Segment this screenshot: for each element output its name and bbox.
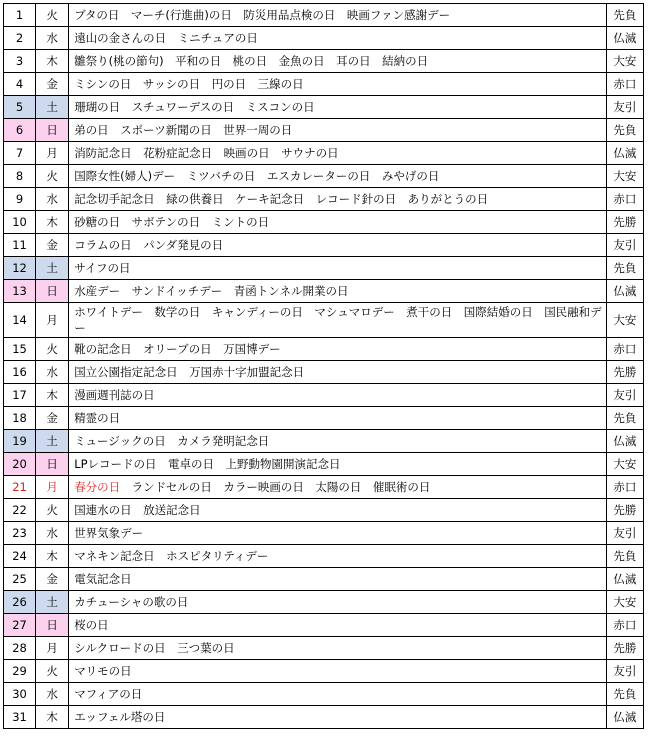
events-cell: 国連水の日 放送記念日: [69, 499, 607, 522]
rokuyo-cell: 赤口: [606, 73, 643, 96]
weekday-cell: 月: [36, 637, 69, 660]
events-cell: 消防記念日 花粉症記念日 映画の日 サウナの日: [69, 142, 607, 165]
rokuyo-cell: 大安: [606, 165, 643, 188]
day-number-cell: 7: [4, 142, 36, 165]
events-cell: 水産デー サンドイッチデー 青函トンネル開業の日: [69, 280, 607, 303]
events-cell: 漫画週刊誌の日: [69, 384, 607, 407]
rokuyo-cell: 仏滅: [606, 27, 643, 50]
events-cell: 遠山の金さんの日 ミニチュアの日: [69, 27, 607, 50]
weekday-cell: 木: [36, 545, 69, 568]
rokuyo-cell: 大安: [606, 453, 643, 476]
table-row: [4, 614, 644, 637]
events-cell: 世界気象デー: [69, 522, 607, 545]
weekday-cell: 土: [36, 257, 69, 280]
weekday-cell: 金: [36, 407, 69, 430]
rokuyo-cell: 先勝: [606, 211, 643, 234]
table-row: [4, 303, 644, 338]
events-cell: 電気記念日: [69, 568, 607, 591]
march-calendar-table: [3, 3, 644, 729]
events-cell: 砂糖の日 サボテンの日 ミントの日: [69, 211, 607, 234]
weekday-cell: 木: [36, 384, 69, 407]
day-number-cell: 1: [4, 4, 36, 27]
table-row: [4, 660, 644, 683]
rokuyo-cell: 友引: [606, 96, 643, 119]
table-row: [4, 453, 644, 476]
table-row: [4, 50, 644, 73]
day-number-cell: 6: [4, 119, 36, 142]
events-cell: ホワイトデー 数学の日 キャンディーの日 マシュマロデー 煮干の日 国際結婚の日 国民融和デー: [69, 303, 607, 338]
day-number-cell: 15: [4, 338, 36, 361]
day-number-cell: 17: [4, 384, 36, 407]
table-row: [4, 188, 644, 211]
day-number-cell: 23: [4, 522, 36, 545]
events-cell: 国際女性(婦人)デー ミツバチの日 エスカレーターの日 みやげの日: [69, 165, 607, 188]
weekday-cell: 火: [36, 338, 69, 361]
table-row: [4, 257, 644, 280]
table-row: [4, 637, 644, 660]
events-cell: 精霊の日: [69, 407, 607, 430]
rokuyo-cell: 仏滅: [606, 430, 643, 453]
calendar-body: [4, 4, 644, 729]
day-number-cell: 8: [4, 165, 36, 188]
day-number-cell: 28: [4, 637, 36, 660]
weekday-cell: 木: [36, 706, 69, 729]
weekday-cell: 木: [36, 50, 69, 73]
rokuyo-cell: 仏滅: [606, 706, 643, 729]
weekday-cell: 金: [36, 73, 69, 96]
weekday-cell: 水: [36, 361, 69, 384]
weekday-cell: 日: [36, 614, 69, 637]
events-cell: マネキン記念日 ホスピタリティデー: [69, 545, 607, 568]
weekday-cell: 火: [36, 499, 69, 522]
weekday-cell: 月: [36, 142, 69, 165]
rokuyo-cell: 先負: [606, 683, 643, 706]
rokuyo-cell: 先勝: [606, 361, 643, 384]
day-number-cell: 26: [4, 591, 36, 614]
table-row: [4, 706, 644, 729]
weekday-cell: 日: [36, 280, 69, 303]
events-cell: 靴の記念日 オリーブの日 万国博デー: [69, 338, 607, 361]
weekday-cell: 金: [36, 234, 69, 257]
day-number-cell: 27: [4, 614, 36, 637]
day-number-cell: 20: [4, 453, 36, 476]
rokuyo-cell: 仏滅: [606, 568, 643, 591]
table-row: [4, 568, 644, 591]
day-number-cell: 19: [4, 430, 36, 453]
rokuyo-cell: 赤口: [606, 614, 643, 637]
events-cell: ブタの日 マーチ(行進曲)の日 防災用品点検の日 映画ファン感謝デー: [69, 4, 607, 27]
table-row: [4, 683, 644, 706]
day-number-cell: 5: [4, 96, 36, 119]
day-number-cell: 13: [4, 280, 36, 303]
events-cell: LPレコードの日 電卓の日 上野動物園開演記念日: [69, 453, 607, 476]
weekday-cell: 月: [36, 476, 69, 499]
table-row: [4, 119, 644, 142]
rokuyo-cell: 先負: [606, 257, 643, 280]
events-text: ランドセルの日 カラー映画の日 太陽の日 催眠術の日: [120, 480, 431, 494]
events-cell: カチューシャの歌の日: [69, 591, 607, 614]
events-cell: サイフの日: [69, 257, 607, 280]
day-number-cell: 21: [4, 476, 36, 499]
rokuyo-cell: 友引: [606, 234, 643, 257]
table-row: [4, 361, 644, 384]
day-number-cell: 3: [4, 50, 36, 73]
day-number-cell: 25: [4, 568, 36, 591]
events-cell: エッフェル塔の日: [69, 706, 607, 729]
day-number-cell: 4: [4, 73, 36, 96]
day-number-cell: 12: [4, 257, 36, 280]
events-cell: シルクロードの日 三つ葉の日: [69, 637, 607, 660]
rokuyo-cell: 先負: [606, 407, 643, 430]
rokuyo-cell: 大安: [606, 303, 643, 338]
day-number-cell: 14: [4, 303, 36, 338]
events-cell: 記念切手記念日 緑の供養日 ケーキ記念日 レコード針の日 ありがとうの日: [69, 188, 607, 211]
rokuyo-cell: 赤口: [606, 188, 643, 211]
day-number-cell: 9: [4, 188, 36, 211]
events-cell: コラムの日 パンダ発見の日: [69, 234, 607, 257]
events-cell: マリモの日: [69, 660, 607, 683]
day-number-cell: 16: [4, 361, 36, 384]
weekday-cell: 土: [36, 430, 69, 453]
rokuyo-cell: 先負: [606, 545, 643, 568]
rokuyo-cell: 仏滅: [606, 280, 643, 303]
weekday-cell: 日: [36, 453, 69, 476]
rokuyo-cell: 赤口: [606, 476, 643, 499]
day-number-cell: 11: [4, 234, 36, 257]
weekday-cell: 金: [36, 568, 69, 591]
weekday-cell: 水: [36, 27, 69, 50]
table-row: [4, 522, 644, 545]
table-row: [4, 499, 644, 522]
rokuyo-cell: 友引: [606, 384, 643, 407]
table-row: [4, 384, 644, 407]
table-row: [4, 4, 644, 27]
weekday-cell: 土: [36, 96, 69, 119]
rokuyo-cell: 友引: [606, 660, 643, 683]
day-number-cell: 10: [4, 211, 36, 234]
day-number-cell: 29: [4, 660, 36, 683]
table-row: [4, 142, 644, 165]
rokuyo-cell: 大安: [606, 50, 643, 73]
events-cell: [69, 476, 607, 499]
day-number-cell: 22: [4, 499, 36, 522]
weekday-cell: 月: [36, 303, 69, 338]
weekday-cell: 火: [36, 165, 69, 188]
table-row: [4, 430, 644, 453]
day-number-cell: 31: [4, 706, 36, 729]
weekday-cell: 水: [36, 188, 69, 211]
rokuyo-cell: 仏滅: [606, 142, 643, 165]
rokuyo-cell: 先勝: [606, 499, 643, 522]
events-cell: 国立公園指定記念日 万国赤十字加盟記念日: [69, 361, 607, 384]
table-row: [4, 338, 644, 361]
rokuyo-cell: 先勝: [606, 637, 643, 660]
events-cell: マフィアの日: [69, 683, 607, 706]
table-row: [4, 96, 644, 119]
holiday-name: 春分の日: [74, 480, 121, 494]
table-row: [4, 476, 644, 499]
table-row: [4, 234, 644, 257]
rokuyo-cell: 大安: [606, 591, 643, 614]
weekday-cell: 土: [36, 591, 69, 614]
events-cell: 珊瑚の日 スチュワーデスの日 ミスコンの日: [69, 96, 607, 119]
events-cell: ミュージックの日 カメラ発明記念日: [69, 430, 607, 453]
weekday-cell: 木: [36, 211, 69, 234]
table-row: [4, 280, 644, 303]
day-number-cell: 2: [4, 27, 36, 50]
weekday-cell: 火: [36, 660, 69, 683]
day-number-cell: 30: [4, 683, 36, 706]
rokuyo-cell: 先負: [606, 4, 643, 27]
rokuyo-cell: 赤口: [606, 338, 643, 361]
weekday-cell: 日: [36, 119, 69, 142]
weekday-cell: 水: [36, 522, 69, 545]
table-row: [4, 407, 644, 430]
day-number-cell: 18: [4, 407, 36, 430]
day-number-cell: 24: [4, 545, 36, 568]
events-cell: 弟の日 スポーツ新聞の日 世界一周の日: [69, 119, 607, 142]
table-row: [4, 165, 644, 188]
table-row: [4, 545, 644, 568]
table-row: [4, 27, 644, 50]
rokuyo-cell: 友引: [606, 522, 643, 545]
table-row: [4, 211, 644, 234]
weekday-cell: 水: [36, 683, 69, 706]
table-row: [4, 73, 644, 96]
events-cell: 雛祭り(桃の節句) 平和の日 桃の日 金魚の日 耳の日 結納の日: [69, 50, 607, 73]
rokuyo-cell: 先負: [606, 119, 643, 142]
events-cell: 桜の日: [69, 614, 607, 637]
weekday-cell: 火: [36, 4, 69, 27]
table-row: [4, 591, 644, 614]
events-cell: ミシンの日 サッシの日 円の日 三線の日: [69, 73, 607, 96]
